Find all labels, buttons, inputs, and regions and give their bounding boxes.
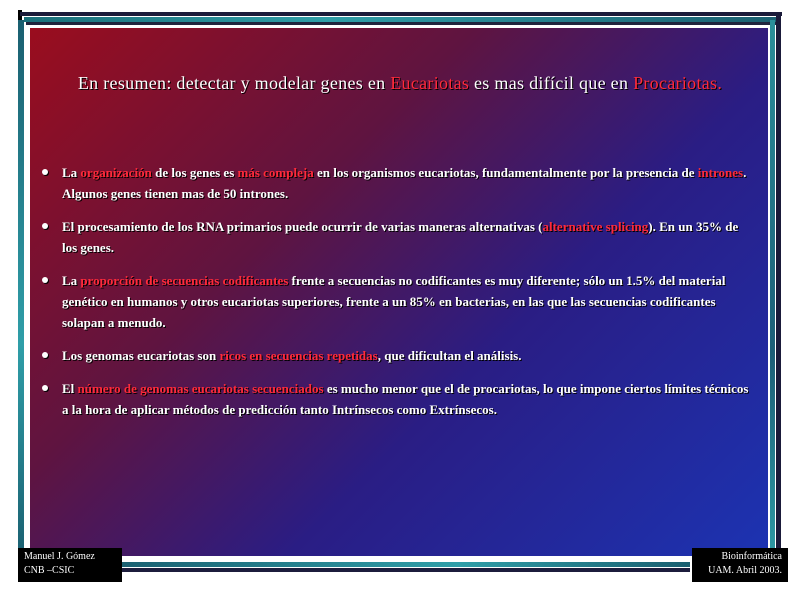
bullet-text: El procesamiento de los RNA primarios puede ocurrir de varias maneras alternativas ( bbox=[62, 219, 543, 234]
bullet-list bbox=[40, 162, 750, 432]
footer-author-name: Manuel J. Gómez bbox=[24, 551, 95, 562]
footer-author-affiliation: CNB –CSIC bbox=[24, 565, 75, 576]
bullet-text: , que dificultan el análisis. bbox=[377, 348, 522, 363]
bullet-text: es mucho menor que el de procariotas, lo que impone ciertos límites técnicos a la hora de aplicar métodos de predicción tanto Intrínsecos como Extrínsecos. bbox=[62, 381, 749, 417]
bullet-text: El bbox=[62, 381, 78, 396]
bullet-item bbox=[40, 162, 750, 204]
bullet-text: La bbox=[62, 273, 81, 288]
frame-bottom-accent bbox=[110, 562, 690, 567]
bullet-dot-icon bbox=[42, 223, 48, 229]
title-highlight-procariotas: Procariotas. bbox=[633, 73, 723, 93]
bullet-dot-icon bbox=[42, 169, 48, 175]
footer-course-box bbox=[692, 548, 788, 582]
bullet-item bbox=[40, 216, 750, 258]
frame-right-bar bbox=[776, 14, 781, 579]
frame-top-bar bbox=[20, 12, 782, 16]
title-text-1: En resumen: detectar y modelar genes en bbox=[77, 73, 391, 93]
title-text-2: es mas difícil que en bbox=[469, 73, 634, 93]
bullet-text: frente a secuencias no codificantes es muy diferente; sólo un 1.5% del material genético en humanos y otros eucariotas superiores, frente a un 85% en bacterias, en las que las secuencias codificantes solapan a menudo. bbox=[62, 273, 726, 330]
bullet-dot-icon bbox=[42, 385, 48, 391]
bullet-text: . Algunos genes tienen mas de 50 intrones. bbox=[62, 165, 747, 201]
footer-course-name: Bioinformática bbox=[721, 551, 782, 562]
bullet-text: Los genomas eucariotas son bbox=[62, 348, 220, 363]
bullet-dot-icon bbox=[42, 352, 48, 358]
frame-bottom-bar bbox=[110, 568, 690, 572]
slide-title bbox=[40, 70, 760, 96]
bullet-text: de los genes es bbox=[151, 165, 238, 180]
frame-right-accent bbox=[770, 20, 775, 575]
bullet-item bbox=[40, 345, 750, 366]
footer-course-date: UAM. Abril 2003. bbox=[708, 565, 782, 576]
bullet-highlight: número de genomas eucariotas secuenciados bbox=[77, 381, 324, 396]
title-highlight-eucariotas: Eucariotas bbox=[390, 73, 470, 93]
bullet-highlight: organización bbox=[80, 165, 152, 180]
bullet-highlight: más compleja bbox=[237, 165, 314, 180]
bullet-dot-icon bbox=[42, 277, 48, 283]
frame-top-shadow bbox=[26, 22, 778, 25]
frame-left-accent bbox=[18, 20, 24, 560]
footer-author-box bbox=[18, 548, 122, 582]
bullet-text: ). En un 35% de los genes. bbox=[62, 219, 739, 255]
bullet-item bbox=[40, 378, 750, 420]
bullet-highlight: ricos en secuencias repetidas bbox=[219, 348, 378, 363]
bullet-highlight: proporción de secuencias codificantes bbox=[80, 273, 289, 288]
bullet-item bbox=[40, 270, 750, 333]
bullet-text: en los organismos eucariotas, fundamentalmente por la presencia de bbox=[313, 165, 698, 180]
bullet-highlight: intrones bbox=[697, 165, 744, 180]
bullet-highlight: alternative splicing bbox=[542, 219, 649, 234]
bullet-text: La bbox=[62, 165, 81, 180]
